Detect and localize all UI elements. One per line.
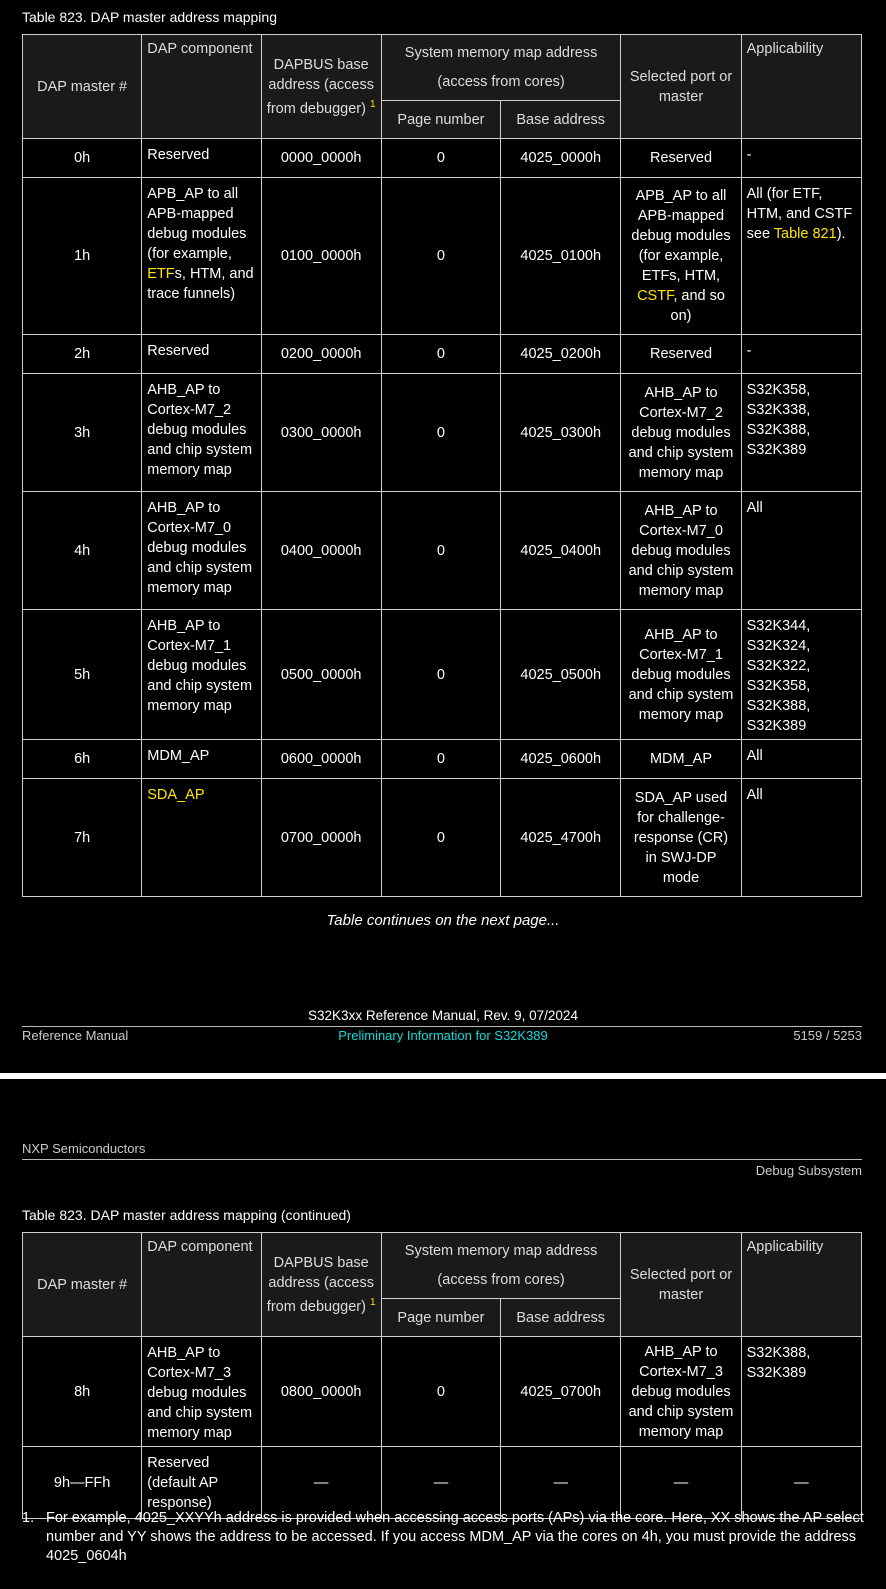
company-name: NXP Semiconductors [22, 1141, 146, 1156]
header-page-number: Page number [381, 101, 500, 139]
cell-dapbus: 0400_0000h [261, 492, 381, 610]
cell-page: 0 [381, 1337, 500, 1447]
cell-component: AHB_AP to Cortex-M7_2 debug modules and chip system memory map [142, 374, 261, 492]
cell-applicability: All [741, 492, 861, 610]
footer-left: Reference Manual [22, 1028, 129, 1043]
manual-title: S32K3xx Reference Manual, Rev. 9, 07/2024 [308, 1008, 578, 1023]
header-divider [22, 1159, 862, 1160]
etf-link[interactable]: ETF [147, 266, 175, 282]
page-2 [0, 1079, 886, 1589]
footer-center: Preliminary Information for S32K389 [338, 1028, 548, 1043]
cell-applicability: - [741, 335, 861, 374]
cell-port: Reserved [621, 139, 741, 178]
cell-master: 6h [23, 740, 142, 779]
header-dap-master: DAP master # [23, 1233, 142, 1337]
table-row [23, 178, 862, 335]
header-dap-component: DAP component [142, 35, 261, 139]
cell-master: 3h [23, 374, 142, 492]
cell-master: 2h [23, 335, 142, 374]
cell-port: AHB_AP to Cortex-M7_3 debug modules and chip system memory map [621, 1337, 741, 1447]
sda-ap-link[interactable]: SDA_AP [147, 787, 205, 803]
cell-port: AHB_AP to Cortex-M7_1 debug modules and chip system memory map [621, 610, 741, 740]
cell-page: 0 [381, 610, 500, 740]
cell-component: Reserved (default AP response) [142, 1447, 261, 1519]
cell-port: AHB_AP to Cortex-M7_2 debug modules and chip system memory map [621, 374, 741, 492]
cell-page: 0 [381, 492, 500, 610]
cell-base: 4025_0700h [501, 1337, 621, 1447]
cell-dapbus: 0300_0000h [261, 374, 381, 492]
cell-component: AHB_AP to Cortex-M7_1 debug modules and chip system memory map [142, 610, 261, 740]
cell-applicability: — [741, 1447, 861, 1519]
table-caption: Table 823. DAP master address mapping [22, 9, 277, 25]
cell-dapbus: — [261, 1447, 381, 1519]
cell-component: Reserved [142, 335, 261, 374]
table-row [23, 779, 862, 897]
table-row [23, 139, 862, 178]
header-base-address: Base address [501, 101, 621, 139]
header-system-memory: System memory map address (access from cores) [381, 35, 621, 101]
footnote-text: For example, 4025_XXYYh address is provided when accessing access ports (APs) via the core. Here, XX shows the AP select number and YY shows the address to be accessed. If you access MDM_AP via the cores on 4h, you must provide the address 4025_0604h [46, 1510, 864, 1564]
cell-base: 4025_4700h [501, 779, 621, 897]
footnote-ref[interactable]: 1 [369, 98, 376, 110]
table-821-link[interactable]: Table 821 [773, 226, 837, 242]
cell-base: 4025_0300h [501, 374, 621, 492]
cell-dapbus: 0700_0000h [261, 779, 381, 897]
table-row [23, 610, 862, 740]
cell-master: 9h—FFh [23, 1447, 142, 1519]
cell-component: APB_AP to all APB-mapped debug modules (for example, ETFs, HTM, and trace funnels) [142, 178, 261, 335]
table-caption-continued: Table 823. DAP master address mapping (continued) [22, 1207, 351, 1223]
cell-applicability: All (for ETF, HTM, and CSTF see Table 821). [741, 178, 861, 335]
cell-applicability: All [741, 779, 861, 897]
table-row [23, 1447, 862, 1519]
cell-master: 5h [23, 610, 142, 740]
cell-dapbus: 0200_0000h [261, 335, 381, 374]
header-base-address: Base address [501, 1299, 621, 1337]
cell-component: AHB_AP to Cortex-M7_3 debug modules and chip system memory map [142, 1337, 261, 1447]
cell-page: — [381, 1447, 500, 1519]
cell-master: 4h [23, 492, 142, 610]
cell-applicability: S32K344, S32K324, S32K322, S32K358, S32K388, S32K389 [741, 610, 861, 740]
cell-page: 0 [381, 335, 500, 374]
cell-base: 4025_0000h [501, 139, 621, 178]
footer-divider [22, 1026, 862, 1027]
cell-port: AHB_AP to Cortex-M7_0 debug modules and chip system memory map [621, 492, 741, 610]
cell-port: SDA_AP used for challenge-response (CR) in SWJ-DP mode [621, 779, 741, 897]
footnote-ref[interactable]: 1 [369, 1296, 376, 1308]
cell-port: APB_AP to all APB-mapped debug modules (for example, ETFs, HTM, CSTF, and so on) [621, 178, 741, 335]
cell-base: 4025_0600h [501, 740, 621, 779]
cell-master: 8h [23, 1337, 142, 1447]
cell-base: 4025_0400h [501, 492, 621, 610]
cell-dapbus: 0600_0000h [261, 740, 381, 779]
footnote [22, 1509, 867, 1566]
cell-port: MDM_AP [621, 740, 741, 779]
cell-master: 7h [23, 779, 142, 897]
cell-base: 4025_0500h [501, 610, 621, 740]
cell-base: — [501, 1447, 621, 1519]
dap-master-table-continued [22, 1232, 862, 1519]
header-selected-port: Selected port or master [621, 1233, 741, 1337]
header-page-number: Page number [381, 1299, 500, 1337]
cell-base: 4025_0200h [501, 335, 621, 374]
cell-page: 0 [381, 178, 500, 335]
cell-dapbus: 0000_0000h [261, 139, 381, 178]
table-row [23, 335, 862, 374]
cell-page: 0 [381, 374, 500, 492]
footnote-number: 1. [22, 1510, 35, 1526]
cell-component [142, 779, 261, 897]
table-row [23, 1337, 862, 1447]
header-dapbus-base: DAPBUS base address (access from debugger) $^1$ [261, 35, 381, 139]
cell-master: 1h [23, 178, 142, 335]
header-applicability: Applicability [741, 1233, 861, 1337]
cell-dapbus: 0100_0000h [261, 178, 381, 335]
cell-port: — [621, 1447, 741, 1519]
dap-master-table [22, 34, 862, 897]
cell-component: AHB_AP to Cortex-M7_0 debug modules and chip system memory map [142, 492, 261, 610]
cell-applicability: All [741, 740, 861, 779]
table-row [23, 492, 862, 610]
cell-applicability: - [741, 139, 861, 178]
cell-master: 0h [23, 139, 142, 178]
table-open-edge [22, 902, 864, 905]
cell-dapbus: 0800_0000h [261, 1337, 381, 1447]
section-name: Debug Subsystem [755, 1163, 862, 1178]
cell-component: MDM_AP [142, 740, 261, 779]
table-row [23, 740, 862, 779]
table-continues-note: Table continues on the next page... [326, 912, 560, 929]
table-row [23, 374, 862, 492]
cell-applicability: S32K358, S32K338, S32K388, S32K389 [741, 374, 861, 492]
header-dap-master: DAP master # [23, 35, 142, 139]
page-number: 5159 / 5253 [793, 1028, 862, 1043]
header-selected-port: Selected port or master [621, 35, 741, 139]
header-dap-component: DAP component [142, 1233, 261, 1337]
cell-component: Reserved [142, 139, 261, 178]
cstf-link[interactable]: CSTF [637, 288, 674, 304]
cell-base: 4025_0100h [501, 178, 621, 335]
cell-page: 0 [381, 740, 500, 779]
cell-applicability: S32K388, S32K389 [741, 1337, 861, 1447]
cell-port: Reserved [621, 335, 741, 374]
header-applicability: Applicability [741, 35, 861, 139]
cell-page: 0 [381, 139, 500, 178]
cell-dapbus: 0500_0000h [261, 610, 381, 740]
header-system-memory: System memory map address (access from cores) [381, 1233, 621, 1299]
cell-page: 0 [381, 779, 500, 897]
header-dapbus-base: DAPBUS base address (access from debugger) $^1$ [261, 1233, 381, 1337]
